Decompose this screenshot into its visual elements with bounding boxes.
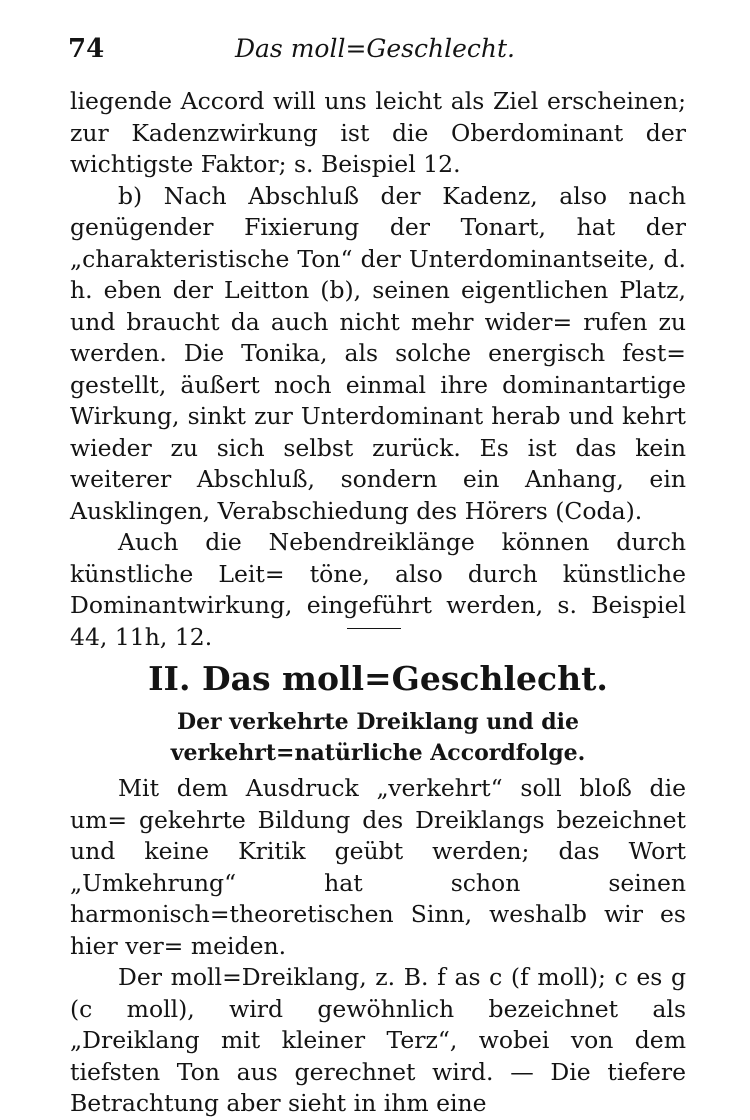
paragraph-moll-dreiklang: Der moll=Dreiklang, z. B. f as c (f moll); c es g (c moll), wird gewöhnlich bezeichnet als „Dreiklang mit kleiner Terz“, wobei von dem tiefsten Ton aus gerechnet wird. — Die tiefere Betrachtung aber sieht in ihm eine [70, 963, 686, 1117]
page-header [68, 34, 682, 74]
body-text [70, 86, 686, 653]
running-title: Das moll=Geschlecht. [234, 34, 515, 63]
section-moll [70, 657, 686, 1120]
paragraph-b: b) Nach Abschluß der Kadenz, also nach genügender Fixierung der Tonart, hat der „charakteristische Ton“ der Unterdominantseite, d. h. eben der Leitton (b), seinen eigentlichen Platz, und braucht da auch nicht mehr wider= rufen zu werden. Die Tonika, als solche energisch fest= gestellt, äußert noch einmal ihre dominantartige Wirkung, sinkt zur Unterdominant herab und kehrt wieder zu sich selbst zurück. Es ist das kein weiterer Abschluß, sondern ein Anhang, ein Ausklingen, Verabschiedung des Hörers (Coda). [70, 181, 686, 525]
paragraph-continuation: liegende Accord will uns leicht als Ziel erscheinen; zur Kadenzwirkung ist die Oberdominant der wichtigste Faktor; s. Beispiel 12. [70, 87, 686, 178]
page-number: 74 [68, 34, 105, 64]
section-divider [347, 628, 401, 629]
paragraph-verkehrt: Mit dem Ausdruck „verkehrt“ soll bloß die um= gekehrte Bildung des Dreiklangs bezeichnet und keine Kritik geübt werden; das Wort „Umkehrung“ hat schon seinen harmonisch=theoretischen Sinn, weshalb wir es hier ver= meiden. [70, 774, 686, 960]
section-title: II. Das moll=Geschlecht. [148, 659, 608, 698]
paragraph-nebendreiklaenge: Auch die Nebendreiklänge können durch künstliche Leit= töne, also durch künstliche Dominantwirkung, eingeführt werden, s. Beispiel 44, 11h, 12. [70, 528, 686, 651]
section-subtitle: Der verkehrte Dreiklang und die verkehrt=natürliche Accordfolge. [170, 709, 586, 766]
